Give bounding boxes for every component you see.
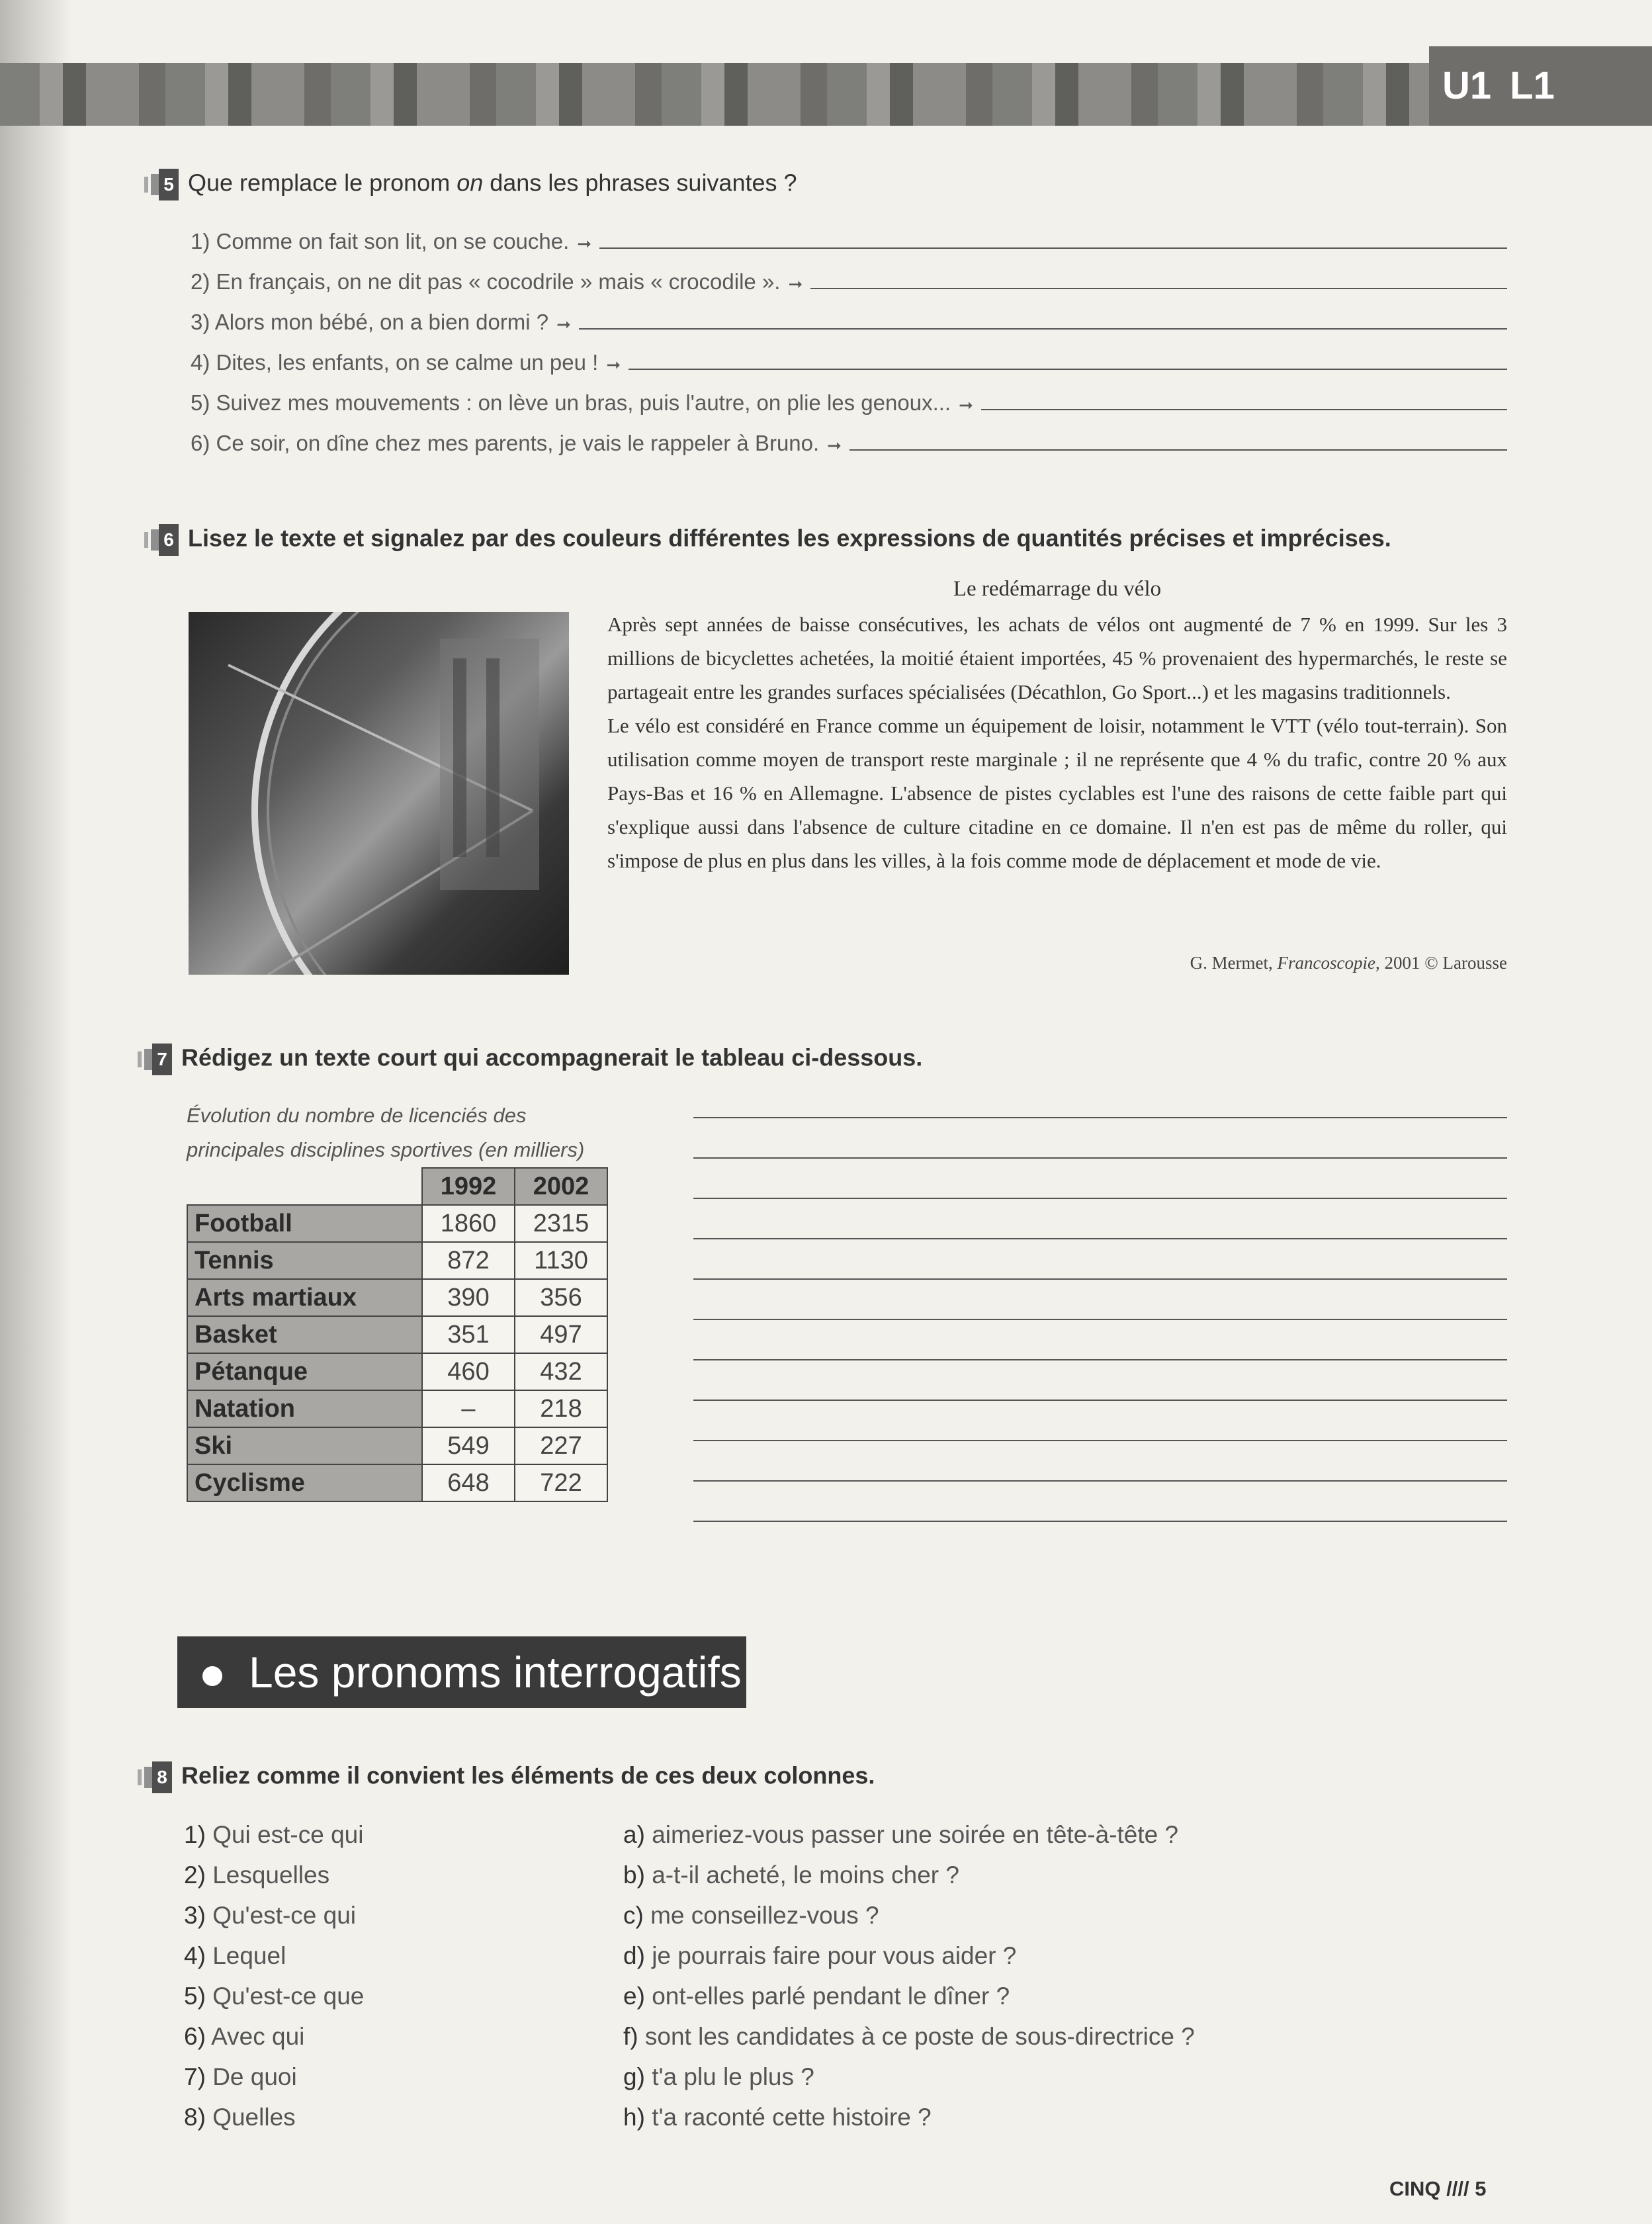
lesson-label: L1	[1510, 64, 1555, 107]
table-header-row	[187, 1168, 607, 1205]
ex6-heading	[159, 524, 1391, 556]
answer-line[interactable]	[849, 448, 1507, 451]
ex5-item-6	[191, 431, 1507, 456]
right-item-h[interactable]: h) t'a raconté cette histoire ?	[623, 2104, 932, 2131]
ex8-title: Reliez comme il convient les éléments de ces deux colonnes.	[181, 1761, 875, 1789]
article-credit	[607, 953, 1507, 973]
ex5-item-text: 2) En français, on ne dit pas « cocodrile » mais « crocodile ».	[191, 269, 781, 294]
section-title: Les pronoms interrogatifs	[249, 1648, 742, 1697]
ex6-title: Lisez le texte et signalez par des couleurs différentes les expressions de quantités précises et imprécises.	[188, 524, 1391, 552]
ex7-title: Rédigez un texte court qui accompagnerait le tableau ci-dessous.	[181, 1044, 923, 1071]
writing-line[interactable]	[693, 1400, 1507, 1401]
table-caption	[187, 1098, 584, 1167]
writing-line[interactable]	[693, 1117, 1507, 1118]
sports-table	[187, 1167, 608, 1502]
ex6-number: 6	[159, 524, 179, 556]
table-row: Natation – 218	[187, 1390, 607, 1427]
col-2002: 2002	[515, 1168, 607, 1205]
left-item-1[interactable]: 1) Qui est-ce qui	[184, 1821, 364, 1848]
right-item-b[interactable]: b) a-t-il acheté, le moins cher ?	[623, 1861, 959, 1889]
page-gutter-shadow	[0, 0, 73, 2224]
right-item-d[interactable]: d) je pourrais faire pour vous aider ?	[623, 1942, 1017, 1969]
arrow-icon: ➞	[556, 314, 571, 334]
caption-line-2: principales disciplines sportives (en milliers)	[187, 1138, 585, 1161]
arrow-icon: ➞	[606, 355, 621, 375]
right-item-c[interactable]: c) me conseillez-vous ?	[623, 1902, 879, 1929]
ex5-item-5	[191, 390, 1507, 416]
right-item-f[interactable]: f) sont les candidates à ce poste de sous-directrice ?	[623, 2023, 1195, 2050]
writing-line[interactable]	[693, 1278, 1507, 1280]
writing-line[interactable]	[693, 1198, 1507, 1199]
header-band	[0, 63, 1652, 126]
table-row: Ski 549 227	[187, 1427, 607, 1464]
answer-line[interactable]	[599, 246, 1507, 249]
arrow-icon: ➞	[577, 234, 592, 253]
ex5-title-em: on	[456, 169, 484, 197]
section-banner	[177, 1636, 746, 1708]
bullet-icon	[202, 1666, 222, 1686]
left-item-5[interactable]: 5) Qu'est-ce que	[184, 1982, 365, 2010]
article-paragraph-2: Le vélo est considéré en France comme un équipement de loisir, notamment le VTT (vélo tout-terrain). Son utilisation comme moyen de transport reste marginale ; il ne représente que 4 % du trafic, contre 20 % aux Pays-Bas et 16 % en Allemagne. L'absence de pistes cyclables est l'une des raisons de cette faible part qui s'explique aussi dans l'absence de culture citadine en ce domaine. Il n'en est pas de même du roller, qui s'impose de plus en plus dans les villes, à la fois comme mode de déplacement et mode de vie.	[607, 714, 1507, 872]
table-row: Cyclisme 648 722	[187, 1464, 607, 1501]
unit-label: U1	[1442, 64, 1492, 107]
credit-book: Francoscopie	[1277, 953, 1376, 973]
arrow-icon: ➞	[959, 395, 973, 415]
ex7-heading	[152, 1044, 922, 1075]
right-item-g[interactable]: g) t'a plu le plus ?	[623, 2063, 814, 2090]
left-item-8[interactable]: 8) Quelles	[184, 2104, 296, 2131]
ex5-item-text: 5) Suivez mes mouvements : on lève un bras, puis l'autre, on plie les genoux...	[191, 390, 951, 415]
left-item-4[interactable]: 4) Lequel	[184, 1942, 286, 1969]
ex5-heading	[159, 169, 797, 200]
table-row: Arts martiaux 390 356	[187, 1279, 607, 1316]
page-number: 5	[1475, 2177, 1487, 2200]
article-title: Le redémarrage du vélo	[953, 577, 1162, 601]
writing-line[interactable]	[693, 1238, 1507, 1239]
footer-label: CINQ ////	[1389, 2177, 1469, 2200]
ex5-item-3	[191, 310, 1507, 335]
credit-author: G. Mermet,	[1190, 953, 1278, 973]
page-footer	[1389, 2177, 1486, 2201]
writing-line[interactable]	[693, 1359, 1507, 1360]
ex5-number: 5	[159, 169, 179, 200]
ex5-item-text: 4) Dites, les enfants, on se calme un peu !	[191, 350, 599, 375]
writing-line[interactable]	[693, 1157, 1507, 1159]
writing-line[interactable]	[693, 1319, 1507, 1320]
ex5-item-text: 6) Ce soir, on dîne chez mes parents, je vais le rappeler à Bruno.	[191, 431, 820, 455]
writing-line[interactable]	[693, 1521, 1507, 1522]
col-1992: 1992	[422, 1168, 515, 1205]
arrow-icon: ➞	[788, 274, 803, 294]
left-item-3[interactable]: 3) Qu'est-ce qui	[184, 1902, 357, 1929]
writing-line[interactable]	[693, 1480, 1507, 1482]
bicycle-photo	[189, 612, 569, 975]
bicycle-wheel-icon	[189, 612, 569, 975]
answer-line[interactable]	[579, 327, 1507, 330]
writing-line[interactable]	[693, 1440, 1507, 1441]
ex5-item-1	[191, 229, 1507, 254]
ex7-number: 7	[152, 1044, 172, 1075]
article-paragraph-1: Après sept années de baisse consécutives, les achats de vélos ont augmenté de 7 % en 1999. Sur les 3 millions de bicyclettes achetées, la moitié étaient importées, 45 % provenaient des hypermarchés, le reste se partageait entre les grandes surfaces spécialisées (Décathlon, Go Sport...) et les magasins traditionnels.	[607, 613, 1507, 703]
ex5-item-2	[191, 269, 1507, 294]
caption-line-1: Évolution du nombre de licenciés des	[187, 1104, 527, 1127]
ex5-item-4	[191, 350, 1507, 375]
left-item-7[interactable]: 7) De quoi	[184, 2063, 297, 2090]
ex5-title-before: Que remplace le pronom	[188, 169, 457, 197]
right-item-e[interactable]: e) ont-elles parlé pendant le dîner ?	[623, 1982, 1010, 2010]
right-item-a[interactable]: a) aimeriez-vous passer une soirée en tête-à-tête ?	[623, 1821, 1179, 1848]
left-item-2[interactable]: 2) Lesquelles	[184, 1861, 330, 1889]
ex5-item-text: 3) Alors mon bébé, on a bien dormi ?	[191, 310, 549, 334]
table-row: Football 1860 2315	[187, 1205, 607, 1242]
left-item-6[interactable]: 6) Avec qui	[184, 2023, 305, 2050]
table-row: Pétanque 460 432	[187, 1353, 607, 1390]
ex5-title-after: dans les phrases suivantes ?	[483, 169, 797, 197]
arrow-icon: ➞	[827, 435, 842, 455]
unit-lesson-badge	[1429, 46, 1652, 126]
answer-line[interactable]	[981, 408, 1507, 410]
ex8-heading	[152, 1761, 875, 1793]
answer-line[interactable]	[629, 367, 1507, 370]
table-row: Basket 351 497	[187, 1316, 607, 1353]
ex5-item-text: 1) Comme on fait son lit, on se couche.	[191, 229, 570, 253]
ex8-number: 8	[152, 1761, 172, 1793]
table-row: Tennis 872 1130	[187, 1242, 607, 1279]
credit-rest: , 2001 © Larousse	[1375, 953, 1507, 973]
answer-line[interactable]	[810, 287, 1507, 289]
article-body	[607, 607, 1507, 877]
